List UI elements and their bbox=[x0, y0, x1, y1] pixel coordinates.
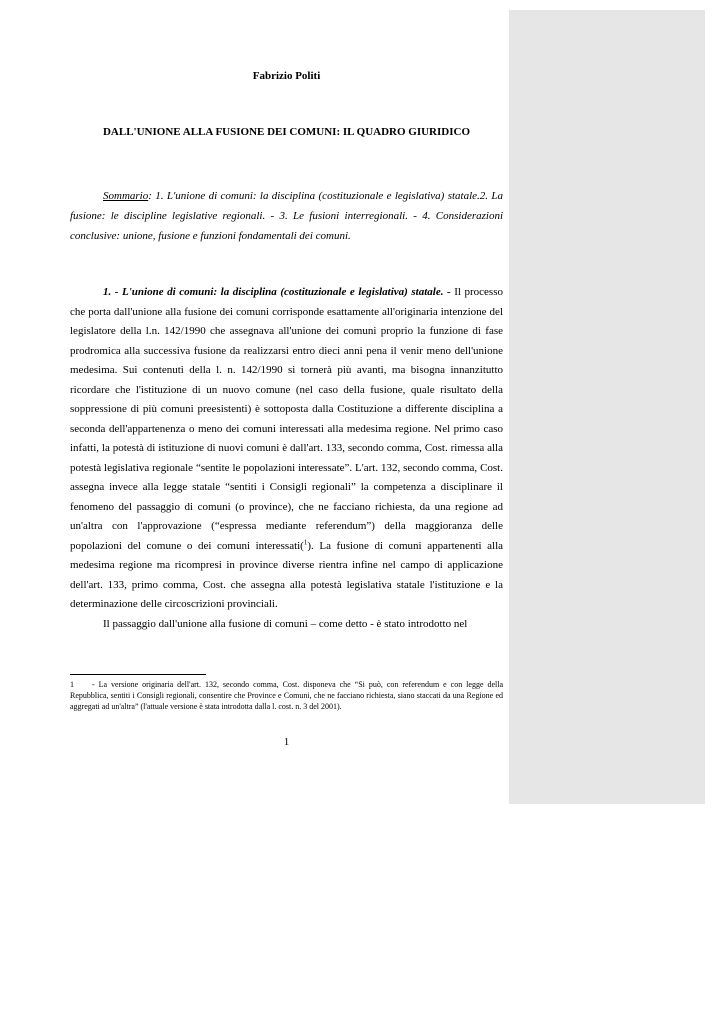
footnote bbox=[70, 679, 503, 712]
paragraph-1-text-a: Il processo che porta dall'unione alla fusione dei comuni corrisponde esattamente all'originaria intenzione del legislatore della l.n. 142/1990 che assegnava all'unione dei comuni proprio la funzione di fase prodromica alla successiva fusione da realizzarsi entro dieci anni pena il venir meno dell'unione medesima. Sui contenuti della l. n. 142/1990 si tornerà più avanti, ma bisogna innanzitutto ricordare che l'istituzione di un nuovo comune (nel caso della fusione, quale risultato della soppressione di più comuni preesistenti) è sottoposta dalla Costituzione a differente disciplina a seconda dell'appartenenza o meno dei comuni interessati alla medesima regione. Nel primo caso infatti, la potestà di istituzione di nuovi comuni è dall'art. 133, secondo comma, Cost. rimessa alla potestà legislativa regionale “sentite le popolazioni interessate”. L'art. 132, secondo comma, Cost. assegna invece alla legge statale “sentiti i Consigli regionali” la competenza a disciplinare il fenomeno del passaggio di comuni (o province), che ne facciano richiesta, da una regione ad un'altra con l'approvazione (“espressa mediante referendum”) della maggioranza delle popolazioni del comune o dei comuni interessati( bbox=[70, 286, 503, 552]
summary-paragraph bbox=[70, 186, 503, 246]
footnote-reference[interactable]: 1 bbox=[303, 537, 308, 546]
page-number: 1 bbox=[283, 736, 290, 748]
body-text bbox=[70, 283, 503, 634]
document-title: DALL'UNIONE ALLA FUSIONE DEI COMUNI: IL QUADRO GIURIDICO bbox=[102, 126, 471, 138]
section-heading: 1. - L'unione di comuni: la disciplina (costituzionale e legislativa) statale. - bbox=[103, 286, 451, 298]
paragraph-1 bbox=[70, 283, 503, 615]
footnote-separator bbox=[70, 674, 206, 675]
comment-margin-pane bbox=[509, 10, 705, 804]
summary-label: Sommario bbox=[103, 190, 149, 202]
footnote-number: 1 bbox=[70, 680, 74, 689]
paragraph-1-text-b: ). La fusione di comuni appartenenti alla medesima regione ma ricompresi in province diverse rientra infine nel campo di applicazione dell'art. 133, primo comma, Cost. che assegna alla potestà legislativa statale l'istituzione e la determinazione delle circoscrizioni provinciali. bbox=[70, 539, 504, 610]
footnote-text: - La versione originaria dell'art. 132, secondo comma, Cost. disponeva che “Si può, con referendum e con legge della Repubblica, sentiti i Consigli regionali, consentire che Province e Comuni, che ne facciano richiesta, siano staccati da una Regione ed aggregati ad un'altra” (l'attuale versione è stata introdotta dalla l. cost. n. 3 del 2001). bbox=[70, 680, 503, 711]
paragraph-2: Il passaggio dall'unione alla fusione di comuni – come detto - è stato introdotto nel bbox=[103, 617, 468, 630]
summary-text: : 1. L'unione di comuni: la disciplina (costituzionale e legislativa) statale.2. La fusione: le discipline legislative regionali. - 3. Le fusioni interregionali. - 4. Considerazioni conclusive: unione, fusione e funzioni fondamentali dei comuni. bbox=[70, 190, 503, 242]
author-name: Fabrizio Politi bbox=[252, 70, 321, 82]
